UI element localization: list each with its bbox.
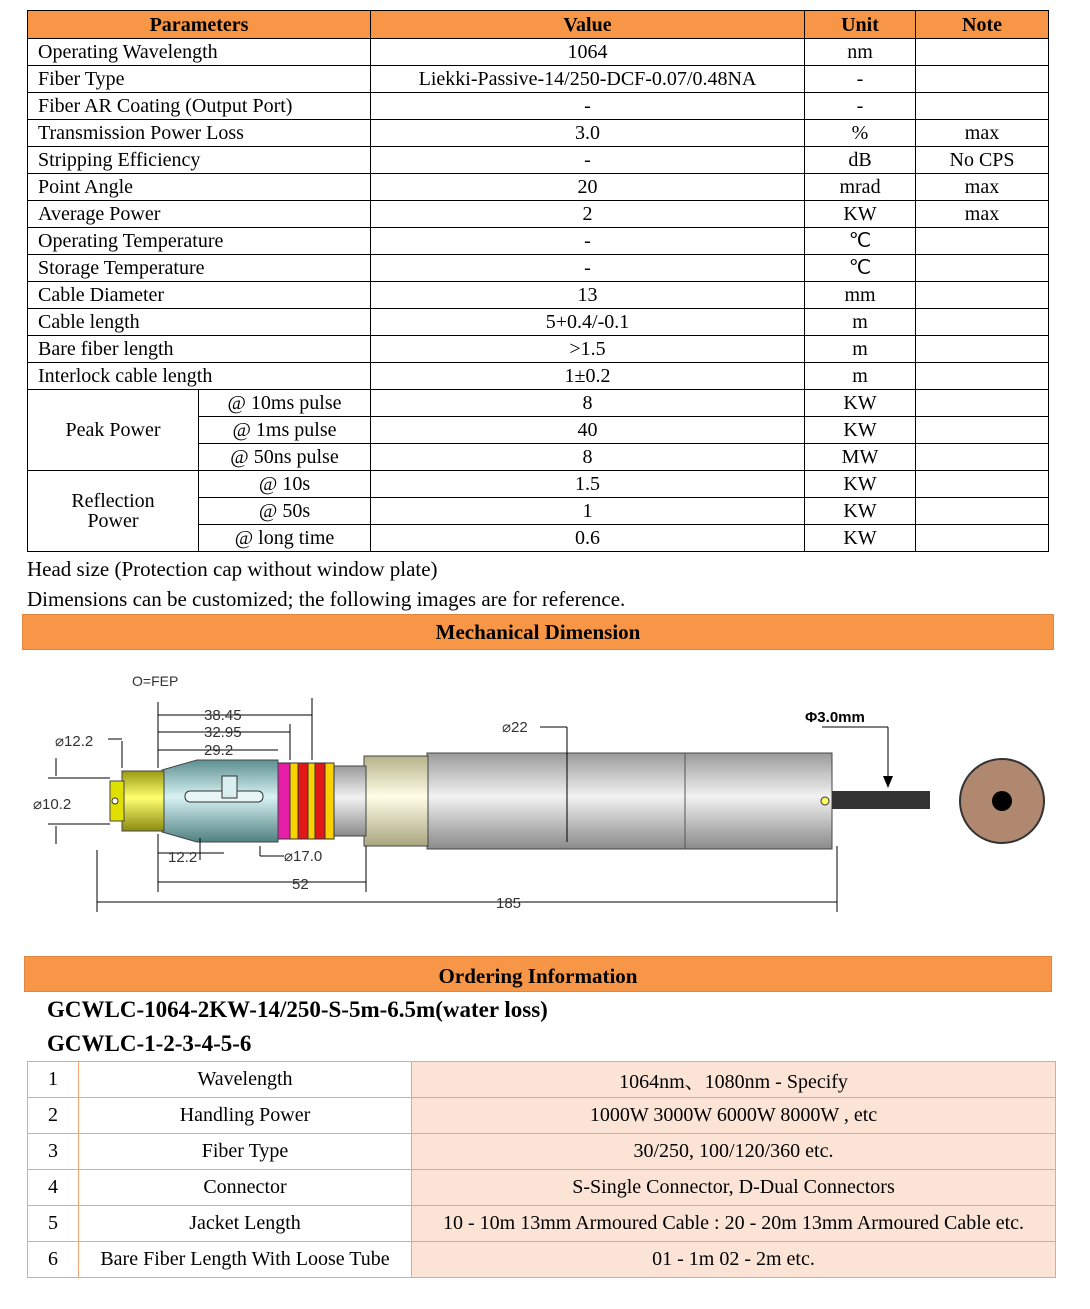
dia-12-2-label: ⌀12.2: [55, 733, 94, 750]
ring-red-1: [298, 763, 308, 839]
param-unit: KW: [805, 471, 916, 498]
order-value: 1000W 3000W 6000W 8000W , etc: [412, 1098, 1056, 1134]
param-value: 3.0: [371, 120, 805, 147]
fep-label: O=FEP: [132, 673, 179, 689]
param-unit: KW: [805, 525, 916, 552]
table-row: [28, 1134, 1056, 1170]
param-note: [916, 66, 1049, 93]
param-value: 2: [371, 201, 805, 228]
ring-yellow-3: [325, 763, 334, 839]
param-value: -: [371, 228, 805, 255]
param-note: [916, 498, 1049, 525]
tip-hole: [112, 798, 118, 804]
order-item: Bare Fiber Length With Loose Tube: [79, 1242, 412, 1278]
param-name: Fiber Type: [28, 66, 371, 93]
table-row: [28, 336, 1049, 363]
param-value: 0.6: [371, 525, 805, 552]
table-row: [28, 201, 1049, 228]
table-row: [28, 1170, 1056, 1206]
param-note: [916, 444, 1049, 471]
dia-10-2-label: ⌀10.2: [33, 796, 72, 813]
param-name: Operating Wavelength: [28, 39, 371, 66]
param-value: 13: [371, 282, 805, 309]
customize-note: Dimensions can be customized; the following images are for reference.: [27, 587, 626, 611]
table-row: [28, 228, 1049, 255]
param-value: 1.5: [371, 471, 805, 498]
dia-17-value: 17.0: [293, 848, 323, 865]
order-item: Fiber Type: [79, 1134, 412, 1170]
order-no: 1: [28, 1062, 79, 1098]
param-unit: %: [805, 120, 916, 147]
param-note: [916, 525, 1049, 552]
param-name: Fiber AR Coating (Output Port): [28, 93, 371, 120]
table-row: [28, 174, 1049, 201]
param-name: Interlock cable length: [28, 363, 371, 390]
reflection-power-label: [28, 471, 199, 552]
condition: @ 10ms pulse: [199, 390, 371, 417]
param-unit: nm: [805, 39, 916, 66]
param-note: [916, 39, 1049, 66]
param-unit: mrad: [805, 174, 916, 201]
dia-22-label: ⌀22: [502, 719, 528, 736]
param-unit: m: [805, 309, 916, 336]
order-code-example: GCWLC-1064-2KW-14/250-S-5m-6.5m(water loss): [47, 997, 548, 1022]
order-value: 30/250, 100/120/360 etc.: [412, 1134, 1056, 1170]
dia-10-2-value: 10.2: [42, 796, 72, 813]
order-item: Connector: [79, 1170, 412, 1206]
ring-red-2: [315, 763, 325, 839]
param-value: 5+0.4/-0.1: [371, 309, 805, 336]
header-note: Note: [916, 11, 1049, 39]
order-value: 1064nm、1080nm - Specify: [412, 1062, 1056, 1098]
param-value: 1±0.2: [371, 363, 805, 390]
table-row: [28, 93, 1049, 120]
ring-yellow: [290, 763, 298, 839]
param-value: -: [371, 255, 805, 282]
header-parameters: Parameters: [28, 11, 371, 39]
cable-core: [992, 791, 1012, 811]
connector-key: [222, 776, 237, 798]
param-name: Transmission Power Loss: [28, 120, 371, 147]
len-12-2: 12.2: [168, 849, 198, 866]
order-item: Wavelength: [79, 1062, 412, 1098]
param-value: 20: [371, 174, 805, 201]
table-row: [28, 1206, 1056, 1242]
order-value: S-Single Connector, D-Dual Connectors: [412, 1170, 1056, 1206]
table-row: [28, 66, 1049, 93]
reflection-label-line2: Power: [87, 510, 139, 532]
dia-12-2-value: 12.2: [64, 733, 94, 750]
param-name: Stripping Efficiency: [28, 147, 371, 174]
param-value: 8: [371, 444, 805, 471]
ring-magenta: [278, 763, 290, 839]
param-note: No CPS: [916, 147, 1049, 174]
param-value: 8: [371, 390, 805, 417]
table-row: [28, 471, 1049, 498]
order-item: Jacket Length: [79, 1206, 412, 1242]
condition: @ 1ms pulse: [199, 417, 371, 444]
param-unit: m: [805, 363, 916, 390]
param-note: [916, 309, 1049, 336]
param-note: [916, 93, 1049, 120]
table-row: [28, 390, 1049, 417]
param-unit: ℃: [805, 228, 916, 255]
param-value: 1064: [371, 39, 805, 66]
dim-38-45: 38.45: [204, 707, 242, 724]
dim-29-2: 29.2: [204, 742, 234, 759]
cable: [832, 791, 930, 809]
param-note: [916, 363, 1049, 390]
param-note: [916, 417, 1049, 444]
dia-17-label: ⌀17.0: [284, 848, 323, 865]
param-value: -: [371, 93, 805, 120]
param-unit: mm: [805, 282, 916, 309]
param-value: >1.5: [371, 336, 805, 363]
table-row: [28, 1062, 1056, 1098]
ordering-table: [27, 1061, 1056, 1278]
param-unit: KW: [805, 201, 916, 228]
table-row: [28, 39, 1049, 66]
connector-head: [122, 771, 164, 831]
order-no: 5: [28, 1206, 79, 1242]
table-row: [28, 363, 1049, 390]
table-row: [28, 1242, 1056, 1278]
dim-32-95: 32.95: [204, 724, 242, 741]
order-code-format: GCWLC-1-2-3-4-5-6: [47, 1031, 252, 1056]
table-row: [28, 255, 1049, 282]
condition: @ 50ns pulse: [199, 444, 371, 471]
dia-22-value: 22: [511, 719, 528, 736]
header-unit: Unit: [805, 11, 916, 39]
screw-mark: [821, 797, 829, 805]
param-unit: ℃: [805, 255, 916, 282]
param-value: -: [371, 147, 805, 174]
reflection-label-line1: Reflection: [71, 490, 155, 512]
connector-neck: [334, 766, 366, 836]
table-row: [28, 147, 1049, 174]
main-cylinder: [427, 753, 832, 849]
table-row: [28, 282, 1049, 309]
mechanical-dimension-title: Mechanical Dimension: [22, 614, 1054, 650]
len-52: 52: [292, 876, 309, 893]
head-size-note: Head size (Protection cap without window plate): [27, 557, 438, 581]
param-name: Bare fiber length: [28, 336, 371, 363]
order-no: 6: [28, 1242, 79, 1278]
order-value: 01 - 1m 02 - 2m etc.: [412, 1242, 1056, 1278]
spec-header-row: [28, 11, 1049, 39]
len-185: 185: [496, 895, 522, 912]
condition: @ 50s: [199, 498, 371, 525]
param-note: [916, 471, 1049, 498]
param-name: Cable Diameter: [28, 282, 371, 309]
param-name: Cable length: [28, 309, 371, 336]
param-unit: dB: [805, 147, 916, 174]
param-name: Average Power: [28, 201, 371, 228]
order-no: 2: [28, 1098, 79, 1134]
order-no: 3: [28, 1134, 79, 1170]
param-note: [916, 390, 1049, 417]
param-name: Operating Temperature: [28, 228, 371, 255]
condition: @ long time: [199, 525, 371, 552]
param-note: [916, 228, 1049, 255]
order-no: 4: [28, 1170, 79, 1206]
table-row: [28, 120, 1049, 147]
param-unit: KW: [805, 390, 916, 417]
ordering-info-title: Ordering Information: [24, 956, 1052, 992]
table-row: [28, 309, 1049, 336]
order-item: Handling Power: [79, 1098, 412, 1134]
param-note: [916, 255, 1049, 282]
param-name: Storage Temperature: [28, 255, 371, 282]
param-note: max: [916, 174, 1049, 201]
condition: @ 10s: [199, 471, 371, 498]
order-value: 10 - 10m 13mm Armoured Cable : 20 - 20m 13mm Armoured Cable etc.: [412, 1206, 1056, 1242]
param-value: 40: [371, 417, 805, 444]
param-note: max: [916, 120, 1049, 147]
table-row: [28, 1098, 1056, 1134]
param-note: [916, 336, 1049, 363]
param-name: Point Angle: [28, 174, 371, 201]
ring-yellow-2: [308, 763, 315, 839]
header-value: Value: [371, 11, 805, 39]
cable-dia-label: Φ3.0mm: [805, 709, 865, 726]
param-unit: KW: [805, 498, 916, 525]
peak-power-label: Peak Power: [28, 390, 199, 471]
param-value: 1: [371, 498, 805, 525]
param-unit: -: [805, 93, 916, 120]
param-unit: MW: [805, 444, 916, 471]
mechanical-drawing: [22, 660, 1052, 922]
param-unit: KW: [805, 417, 916, 444]
cream-sleeve: [364, 756, 428, 846]
param-unit: m: [805, 336, 916, 363]
param-note: max: [916, 201, 1049, 228]
spec-table: [27, 10, 1049, 552]
param-unit: -: [805, 66, 916, 93]
param-note: [916, 282, 1049, 309]
param-value: Liekki-Passive-14/250-DCF-0.07/0.48NA: [371, 66, 805, 93]
